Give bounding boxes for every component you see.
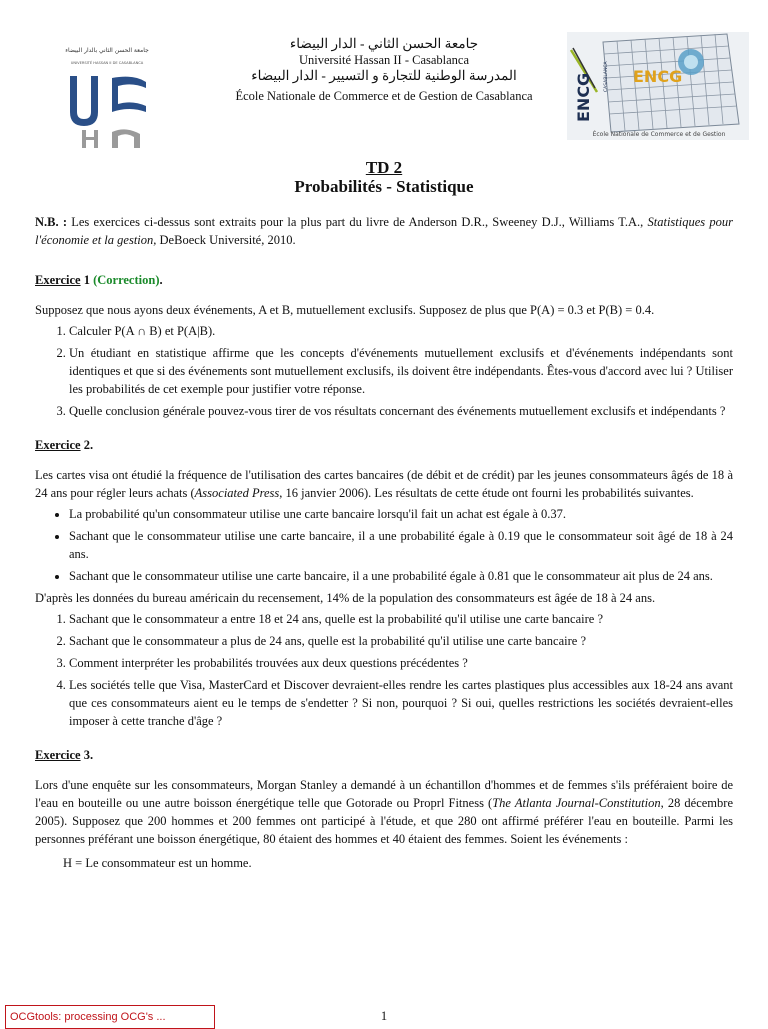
exercise-3-heading [35, 746, 733, 764]
list-item: 2. Sachant que le consommateur a plus de 24 ans, quelle est la probabilité qu'il utilise une carte bancaire ? [69, 632, 733, 650]
list-item: 2. Un étudiant en statistique affirme que les concepts d'événements mutuellement exclusifs et d'événements indépendants sont identiques et que si des événements sont mutuellement exclusifs, ils doivent être indépendants. Êtes-vous d'accord avec lui ? Utiliser les probabilités de cet exemple pour justifier votre réponse. [69, 344, 733, 398]
encg-caption: École Nationale de Commerce et de Gestion [592, 131, 726, 138]
nb-text-2: DeBoeck Université, 2010. [156, 233, 296, 247]
exercise-3-intro [35, 776, 733, 848]
exercise-2-source: Associated Press [194, 486, 280, 500]
exercise-2-intro [35, 466, 733, 502]
list-item: 4. Les sociétés telle que Visa, MasterCard et Discover devraient-elles rendre les cartes plastiques plus accessibles aux 18-24 ans avant que ces consommateurs aient eu le temps de s'endetter ? Si non, pourquoi ? Si oui, quelles restrictions les sociétés devraient-elles imposer à cette tranche d'âge ? [69, 676, 733, 730]
td-number: TD 2 [365, 158, 403, 177]
arabic-university-name: جامعة الحسن الثاني - الدار البيضاء [289, 36, 479, 51]
list-item: 1. Calculer P(A ∩ B) et P(A|B). [69, 322, 733, 340]
list-item: 3. Quelle conclusion générale pouvez-vous tirer de vos résultats concernant des événements mutuellement exclusifs et indépendants ? [69, 402, 733, 420]
document-title [0, 159, 768, 197]
exercise-2-facts [35, 505, 733, 585]
exercise-2-questions [35, 610, 733, 730]
exercise-1-heading [35, 271, 733, 289]
exercise-3-number: 3. [80, 748, 94, 762]
encg-logo [567, 32, 749, 140]
list-item: • Sachant que le consommateur utilise une carte bancaire, il a une probabilité égale à 0.81 que le consommateur ait plus de 24 ans. [69, 567, 733, 585]
left-logo-latin: UNIVERSITÉ HASSAN II DE CASABLANCA [70, 61, 144, 65]
header [0, 30, 768, 140]
exercise-1-number: 1 [80, 273, 94, 287]
note-paragraph [35, 213, 733, 249]
list-item: 3. Comment interpréter les probabilités trouvées aux deux questions précédentes ? [69, 654, 733, 672]
exercise-2-census: D'après les données du bureau américain du recensement, 14% de la population des consommateurs est âgée de 18 à 24 ans. [35, 591, 656, 605]
exercise-2-word: Exercice [35, 438, 81, 452]
university-name: Université Hassan II - Casablanca [298, 53, 470, 67]
encg-vertical-text: ENCG [574, 72, 593, 122]
university-logo [60, 42, 154, 162]
exercise-3-intro-2: , 28 décembre 2005). Supposez que 200 hommes et 200 femmes ont participé à l'étude, et que 280 ont affirmé préférer l'eau en bouteille. Parmi les personnes préférant une boisson énergétique, 80 étaient des hommes et 40 étaient des femmes. Soient les événements : [35, 796, 733, 846]
correction-link[interactable]: (Correction) [93, 273, 160, 287]
list-item: • La probabilité qu'un consommateur utilise une carte bancaire lorsqu'il fait un achat est égale à 0.37. [69, 505, 733, 523]
nb-book-title: Statistiques pour l'économie et la gestion, [35, 215, 733, 247]
exercise-1-dot: . [159, 273, 163, 287]
school-name: École Nationale de Commerce et de Gestion de Casablanca [235, 89, 533, 103]
page-number: 1 [380, 1009, 388, 1023]
event-definition: H = Le consommateur est un homme. [63, 856, 252, 870]
exercise-2-heading [35, 436, 733, 454]
list-item: 1. Sachant que le consommateur a entre 18 et 24 ans, quelle est la probabilité qu'il utilise une carte bancaire ? [69, 610, 733, 628]
exercise-1-intro: Supposez que nous ayons deux événements, A et B, mutuellement exclusifs. Supposez de plus que P(A) = 0.3 et P(B) = 0.4. [35, 303, 655, 317]
exercise-1-questions [35, 322, 733, 420]
exercise-2-intro-2: , 16 janvier 2006). Les résultats de cette étude ont fourni les probabilités suivantes. [279, 486, 694, 500]
list-item: • Sachant que le consommateur utilise une carte bancaire, il a une probabilité égale à 0.19 que le consommateur soit âgé de 18 à 24 ans. [69, 527, 733, 563]
exercise-3-word: Exercice [35, 748, 81, 762]
encg-small-text: CASABLANCA [604, 61, 609, 92]
exercise-3-intro-1: Lors d'une enquête sur les consommateurs, Morgan Stanley a demandé à un échantillon d'hommes et de femmes s'ils préféraient boire de l'eau en bouteille ou une autre boisson énergétique telle que Gotorade ou Proprl Fitness ( [35, 778, 733, 810]
exercise-2-intro-1: Les cartes visa ont étudié la fréquence de l'utilisation des cartes bancaires (de débit et de crédit) par les jeunes consommateurs âgés de 18 à 24 ans pour régler leurs achats ( [35, 468, 733, 500]
subtitle: Probabilités - Statistique [294, 177, 474, 196]
left-logo-arabic: جامعة الحسن الثاني بالدار البيضاء [65, 47, 149, 54]
encg-gold-text: ENCG [633, 67, 683, 86]
institution-block [200, 36, 568, 104]
exercise-2-number: 2. [80, 438, 94, 452]
nb-text-1: Les exercices ci-dessus sont extraits pour la plus part du livre de Anderson D.R., Sweeney D.J., Williams T.A., [67, 215, 648, 229]
document-body [35, 213, 733, 872]
ocg-tools-box[interactable]: OCGtools: processing OCG's ... [5, 1005, 215, 1029]
exercise-3-source: The Atlanta Journal-Constitution [492, 796, 661, 810]
nb-label: N.B. : [35, 215, 67, 229]
arabic-school-name: المدرسة الوطنية للتجارة و التسيير - الدار البيضاء [251, 68, 517, 83]
exercise-1-word: Exercice [35, 273, 81, 287]
